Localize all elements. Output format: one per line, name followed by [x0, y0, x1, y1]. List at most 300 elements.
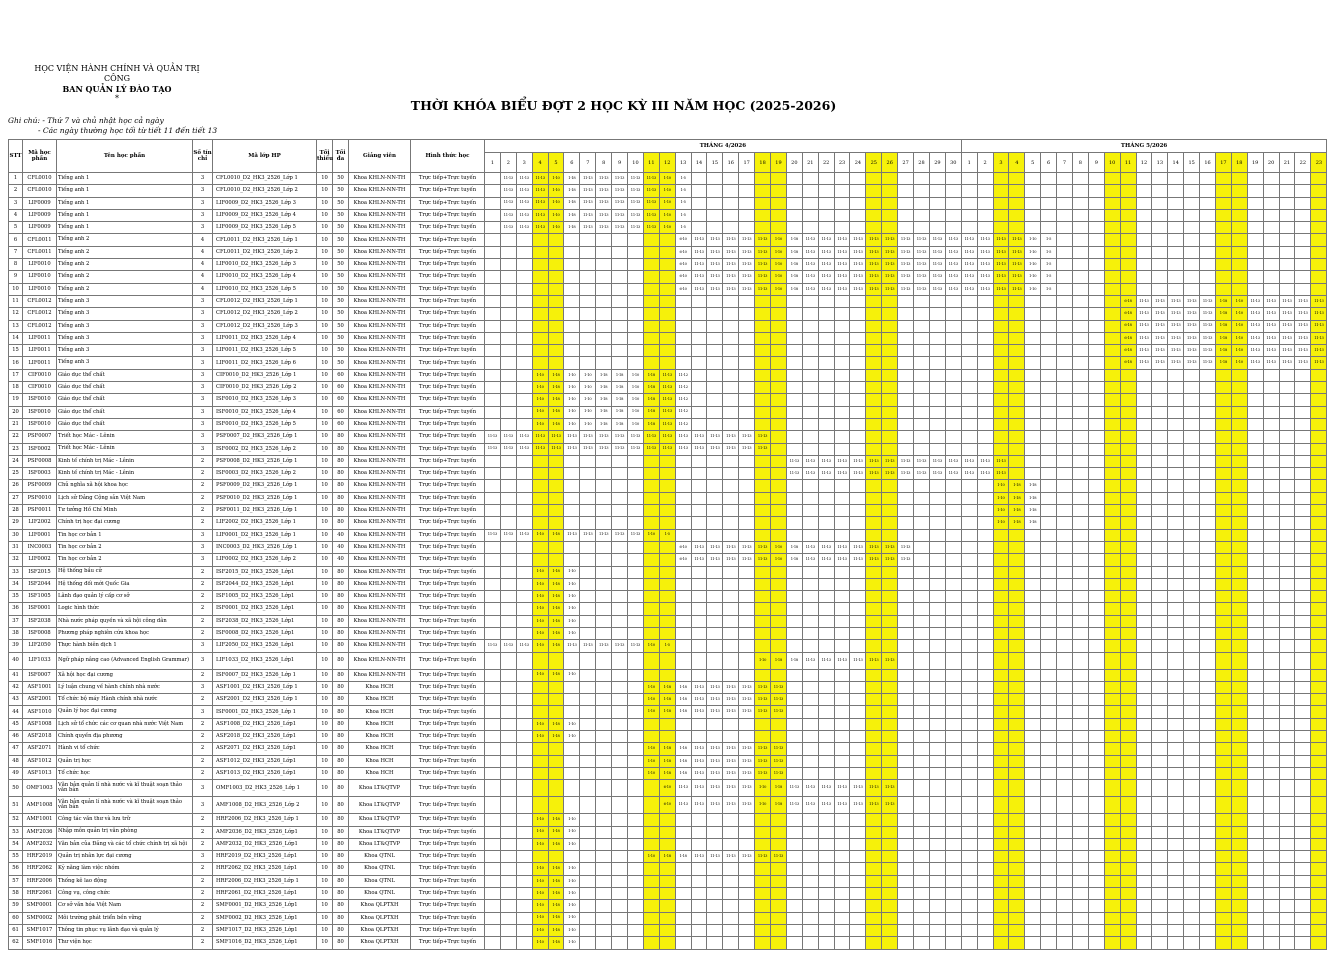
max-students: 50 [333, 173, 349, 185]
row-stt: 7 [9, 246, 23, 258]
empty-cell [739, 900, 755, 912]
course-name: Tin học cơ bản 2 [57, 554, 193, 566]
empty-cell [643, 455, 659, 467]
empty-cell [882, 345, 898, 357]
empty-cell [723, 492, 739, 504]
empty-cell [882, 382, 898, 394]
schedule-cell: 11-12 [675, 394, 691, 406]
schedule-cell: 11-13 [548, 443, 564, 455]
empty-cell [1057, 185, 1073, 197]
schedule-cell: 11-13 [1279, 357, 1295, 369]
empty-cell [1057, 912, 1073, 924]
empty-cell [929, 826, 945, 838]
empty-cell [691, 197, 707, 209]
empty-cell [628, 681, 644, 693]
course-code: HRF2062 [23, 863, 57, 875]
empty-cell [929, 743, 945, 755]
empty-cell [580, 780, 596, 797]
empty-cell [961, 517, 977, 529]
course-name: Thư viện học [57, 937, 193, 949]
empty-cell [675, 455, 691, 467]
empty-cell [675, 492, 691, 504]
empty-cell [612, 838, 628, 850]
empty-cell [834, 332, 850, 344]
empty-cell [898, 603, 914, 615]
empty-cell [580, 652, 596, 669]
empty-cell [1041, 937, 1057, 949]
empty-cell [1215, 888, 1231, 900]
empty-cell [1072, 640, 1088, 652]
empty-cell [898, 743, 914, 755]
empty-cell [1247, 814, 1263, 826]
empty-cell [755, 640, 771, 652]
course-name: Tiếng anh 2 [57, 259, 193, 271]
empty-cell [1152, 797, 1168, 814]
empty-cell [1104, 566, 1120, 578]
empty-cell [723, 875, 739, 887]
empty-cell [739, 603, 755, 615]
empty-cell [1247, 797, 1263, 814]
empty-cell [993, 780, 1009, 797]
credits: 2 [193, 694, 213, 706]
empty-cell [1009, 431, 1025, 443]
empty-cell [628, 780, 644, 797]
empty-cell [1200, 640, 1216, 652]
empty-cell [596, 924, 612, 936]
empty-cell [1041, 797, 1057, 814]
empty-cell [1215, 652, 1231, 669]
empty-cell [977, 382, 993, 394]
empty-cell [977, 394, 993, 406]
empty-cell [1152, 814, 1168, 826]
empty-cell [961, 627, 977, 639]
empty-cell [1311, 900, 1327, 912]
empty-cell [1057, 222, 1073, 234]
empty-cell [1152, 455, 1168, 467]
empty-cell [786, 615, 802, 627]
empty-cell [1136, 851, 1152, 863]
empty-cell [675, 295, 691, 307]
empty-cell [898, 185, 914, 197]
empty-cell [1152, 369, 1168, 381]
empty-cell [1247, 838, 1263, 850]
empty-cell [596, 937, 612, 949]
empty-cell [485, 603, 501, 615]
empty-cell [1120, 455, 1136, 467]
empty-cell [1279, 406, 1295, 418]
empty-cell [596, 767, 612, 779]
empty-cell [500, 706, 516, 718]
schedule-cell: 11-13 [914, 271, 930, 283]
empty-cell [1200, 669, 1216, 681]
empty-cell [1168, 767, 1184, 779]
empty-cell [516, 505, 532, 517]
schedule-cell: 1-10 [1025, 246, 1041, 258]
empty-cell [1104, 888, 1120, 900]
empty-cell [866, 357, 882, 369]
study-mode: Trực tiếp+Trực tuyến [411, 320, 485, 332]
empty-cell [596, 468, 612, 480]
row-stt: 59 [9, 900, 23, 912]
row-stt: 16 [9, 357, 23, 369]
empty-cell [1104, 529, 1120, 541]
empty-cell [1136, 246, 1152, 258]
empty-cell [850, 406, 866, 418]
schedule-cell: 11-13 [771, 694, 787, 706]
empty-cell [1215, 924, 1231, 936]
study-mode: Trực tiếp+Trực tuyến [411, 554, 485, 566]
empty-cell [1120, 731, 1136, 743]
row-stt: 24 [9, 455, 23, 467]
empty-cell [1279, 731, 1295, 743]
empty-cell [771, 505, 787, 517]
schedule-cell: 11-13 [961, 455, 977, 467]
empty-cell [691, 406, 707, 418]
empty-cell [834, 681, 850, 693]
schedule-cell: 1-18 [548, 924, 564, 936]
empty-cell [866, 320, 882, 332]
empty-cell [1231, 797, 1247, 814]
schedule-cell: 11-13 [643, 209, 659, 221]
empty-cell [977, 627, 993, 639]
empty-cell [945, 320, 961, 332]
empty-cell [691, 924, 707, 936]
empty-cell [929, 578, 945, 590]
empty-cell [977, 418, 993, 430]
schedule-cell: 11-13 [898, 554, 914, 566]
schedule-cell: 11-13 [977, 283, 993, 295]
empty-cell [1279, 234, 1295, 246]
empty-cell [771, 912, 787, 924]
schedule-cell: 1-10 [580, 369, 596, 381]
schedule-cell: 1-10 [564, 888, 580, 900]
empty-cell [580, 731, 596, 743]
empty-cell [691, 369, 707, 381]
empty-cell [1295, 382, 1311, 394]
empty-cell [1009, 652, 1025, 669]
empty-cell [818, 743, 834, 755]
empty-cell [1136, 900, 1152, 912]
empty-cell [1088, 780, 1104, 797]
row-stt: 32 [9, 554, 23, 566]
empty-cell [1279, 443, 1295, 455]
empty-cell [1088, 743, 1104, 755]
course-code: ISF1005 [23, 591, 57, 603]
credits: 3 [193, 320, 213, 332]
class-code: SMF0002_D2_HK3_2526_Lớp1 [213, 912, 317, 924]
max-students: 50 [333, 295, 349, 307]
empty-cell [1200, 718, 1216, 730]
credits: 3 [193, 406, 213, 418]
empty-cell [898, 924, 914, 936]
empty-cell [1104, 468, 1120, 480]
empty-cell [898, 345, 914, 357]
empty-cell [993, 418, 1009, 430]
empty-cell [739, 505, 755, 517]
empty-cell [485, 369, 501, 381]
empty-cell [1057, 259, 1073, 271]
empty-cell [1120, 603, 1136, 615]
empty-cell [1025, 731, 1041, 743]
empty-cell [1136, 838, 1152, 850]
empty-cell [755, 615, 771, 627]
empty-cell [580, 603, 596, 615]
empty-cell [1057, 173, 1073, 185]
min-students: 10 [317, 718, 333, 730]
empty-cell [628, 797, 644, 814]
empty-cell [771, 455, 787, 467]
class-code: ISF2044_D2_HK3_2526_Lớp1 [213, 578, 317, 590]
empty-cell [1231, 767, 1247, 779]
empty-cell [1184, 468, 1200, 480]
empty-cell [882, 937, 898, 949]
empty-cell [961, 406, 977, 418]
study-mode: Trực tiếp+Trực tuyến [411, 505, 485, 517]
empty-cell [723, 640, 739, 652]
empty-cell [802, 209, 818, 221]
empty-cell [548, 706, 564, 718]
course-name: Quản lý học đại cương [57, 706, 193, 718]
schedule-cell: 11-13 [723, 234, 739, 246]
empty-cell [1263, 382, 1279, 394]
class-code: ASF1008_D2_HK3_2526_Lớp1 [213, 718, 317, 730]
empty-cell [1295, 222, 1311, 234]
empty-cell [1104, 418, 1120, 430]
course-code: SMF1017 [23, 924, 57, 936]
empty-cell [977, 173, 993, 185]
min-students: 10 [317, 406, 333, 418]
empty-cell [1184, 627, 1200, 639]
schedule-cell: 11-13 [802, 246, 818, 258]
empty-cell [516, 357, 532, 369]
empty-cell [1168, 755, 1184, 767]
teacher: Khoa HCH [349, 743, 411, 755]
empty-cell [818, 431, 834, 443]
empty-cell [1136, 394, 1152, 406]
empty-cell [898, 814, 914, 826]
empty-cell [628, 455, 644, 467]
empty-cell [707, 320, 723, 332]
empty-cell [707, 332, 723, 344]
credits: 3 [193, 443, 213, 455]
empty-cell [1104, 505, 1120, 517]
schedule-cell: 11-13 [882, 554, 898, 566]
schedule-cell: 11-13 [993, 234, 1009, 246]
teacher: Khoa KHLN-NN-TH [349, 669, 411, 681]
schedule-cell: 1-18 [548, 578, 564, 590]
credits: 3 [193, 554, 213, 566]
empty-cell [898, 838, 914, 850]
schedule-cell: 1-18 [675, 743, 691, 755]
empty-cell [961, 924, 977, 936]
schedule-cell: 1-10 [1025, 259, 1041, 271]
empty-cell [914, 814, 930, 826]
table-row [9, 640, 1327, 652]
schedule-cell: 1-18 [1215, 320, 1231, 332]
empty-cell [1072, 627, 1088, 639]
schedule-cell: 11-13 [929, 283, 945, 295]
schedule-cell: 1-18 [771, 780, 787, 797]
empty-cell [866, 814, 882, 826]
course-name: Kinh tế chính trị Mác - Lênin [57, 455, 193, 467]
teacher: Khoa LT&QTVP [349, 780, 411, 797]
empty-cell [914, 640, 930, 652]
empty-cell [993, 875, 1009, 887]
credits: 3 [193, 541, 213, 553]
schedule-cell: 11-13 [834, 234, 850, 246]
month-header: THÁNG 5/2026 [961, 140, 1327, 153]
empty-cell [914, 863, 930, 875]
empty-cell [580, 767, 596, 779]
empty-cell [485, 838, 501, 850]
empty-cell [1200, 912, 1216, 924]
empty-cell [691, 517, 707, 529]
empty-cell [1311, 731, 1327, 743]
schedule-cell: 11-13 [691, 767, 707, 779]
empty-cell [643, 888, 659, 900]
empty-cell [1215, 767, 1231, 779]
row-stt: 10 [9, 283, 23, 295]
credits: 3 [193, 652, 213, 669]
schedule-cell: 11-13 [659, 431, 675, 443]
empty-cell [834, 529, 850, 541]
empty-cell [929, 591, 945, 603]
empty-cell [866, 826, 882, 838]
empty-cell [1184, 591, 1200, 603]
schedule-cell: 11-13 [1136, 332, 1152, 344]
empty-cell [834, 591, 850, 603]
study-mode: Trực tiếp+Trực tuyến [411, 222, 485, 234]
empty-cell [643, 541, 659, 553]
schedule-cell: 11-13 [723, 694, 739, 706]
empty-cell [914, 694, 930, 706]
empty-cell [771, 603, 787, 615]
schedule-cell: 11-13 [866, 554, 882, 566]
empty-cell [1057, 615, 1073, 627]
empty-cell [739, 295, 755, 307]
empty-cell [1200, 627, 1216, 639]
empty-cell [1009, 468, 1025, 480]
empty-cell [1057, 197, 1073, 209]
empty-cell [1072, 767, 1088, 779]
empty-cell [1231, 652, 1247, 669]
schedule-cell: 1-18 [548, 888, 564, 900]
empty-cell [500, 455, 516, 467]
schedule-cell: 1-5 [675, 222, 691, 234]
empty-cell [1184, 529, 1200, 541]
empty-cell [1215, 640, 1231, 652]
empty-cell [1136, 455, 1152, 467]
schedule-cell: 11-13 [707, 755, 723, 767]
study-mode: Trực tiếp+Trực tuyến [411, 924, 485, 936]
empty-cell [898, 443, 914, 455]
empty-cell [1009, 529, 1025, 541]
schedule-cell: 6-18 [1120, 345, 1136, 357]
empty-cell [1215, 900, 1231, 912]
schedule-cell: 11-13 [818, 271, 834, 283]
empty-cell [675, 718, 691, 730]
schedule-cell: 1-10 [532, 640, 548, 652]
day-header: 4 [532, 153, 548, 173]
empty-cell [1120, 814, 1136, 826]
empty-cell [1041, 209, 1057, 221]
empty-cell [1025, 814, 1041, 826]
empty-cell [1041, 888, 1057, 900]
empty-cell [707, 480, 723, 492]
empty-cell [1104, 541, 1120, 553]
empty-cell [914, 851, 930, 863]
min-students: 10 [317, 283, 333, 295]
empty-cell [802, 900, 818, 912]
empty-cell [786, 357, 802, 369]
empty-cell [755, 295, 771, 307]
empty-cell [1184, 382, 1200, 394]
schedule-cell: 6-10 [675, 541, 691, 553]
empty-cell [485, 797, 501, 814]
teacher: Khoa LT&QTVP [349, 826, 411, 838]
empty-cell [945, 394, 961, 406]
empty-cell [739, 888, 755, 900]
empty-cell [612, 851, 628, 863]
schedule-cell: 11-13 [755, 681, 771, 693]
empty-cell [1152, 851, 1168, 863]
day-header: 11 [643, 153, 659, 173]
empty-cell [1247, 185, 1263, 197]
empty-cell [1072, 591, 1088, 603]
empty-cell [1184, 767, 1200, 779]
course-code: PSF0009 [23, 480, 57, 492]
schedule-cell: 11-13 [628, 197, 644, 209]
empty-cell [1009, 382, 1025, 394]
schedule-cell: 11-13 [596, 222, 612, 234]
empty-cell [771, 394, 787, 406]
empty-cell [1231, 603, 1247, 615]
empty-cell [802, 308, 818, 320]
empty-cell [580, 797, 596, 814]
empty-cell [1136, 591, 1152, 603]
empty-cell [1184, 369, 1200, 381]
credits: 2 [193, 505, 213, 517]
schedule-cell: 1-10 [1025, 234, 1041, 246]
empty-cell [1200, 743, 1216, 755]
empty-cell [532, 851, 548, 863]
course-name: Giáo dục thể chất [57, 369, 193, 381]
empty-cell [723, 480, 739, 492]
empty-cell [1311, 780, 1327, 797]
empty-cell [929, 755, 945, 767]
empty-cell [723, 209, 739, 221]
empty-cell [485, 382, 501, 394]
empty-cell [1295, 652, 1311, 669]
empty-cell [628, 566, 644, 578]
empty-cell [1311, 492, 1327, 504]
empty-cell [596, 912, 612, 924]
empty-cell [1184, 731, 1200, 743]
empty-cell [596, 259, 612, 271]
empty-cell [707, 529, 723, 541]
empty-cell [1231, 480, 1247, 492]
schedule-cell: 11-13 [643, 173, 659, 185]
empty-cell [1231, 566, 1247, 578]
course-code: LIF2050 [23, 640, 57, 652]
schedule-cell: 11-12 [675, 406, 691, 418]
empty-cell [929, 209, 945, 221]
schedule-cell: 1-18 [659, 706, 675, 718]
empty-cell [1200, 826, 1216, 838]
empty-cell [1120, 431, 1136, 443]
empty-cell [516, 937, 532, 949]
teacher: Khoa HCH [349, 681, 411, 693]
